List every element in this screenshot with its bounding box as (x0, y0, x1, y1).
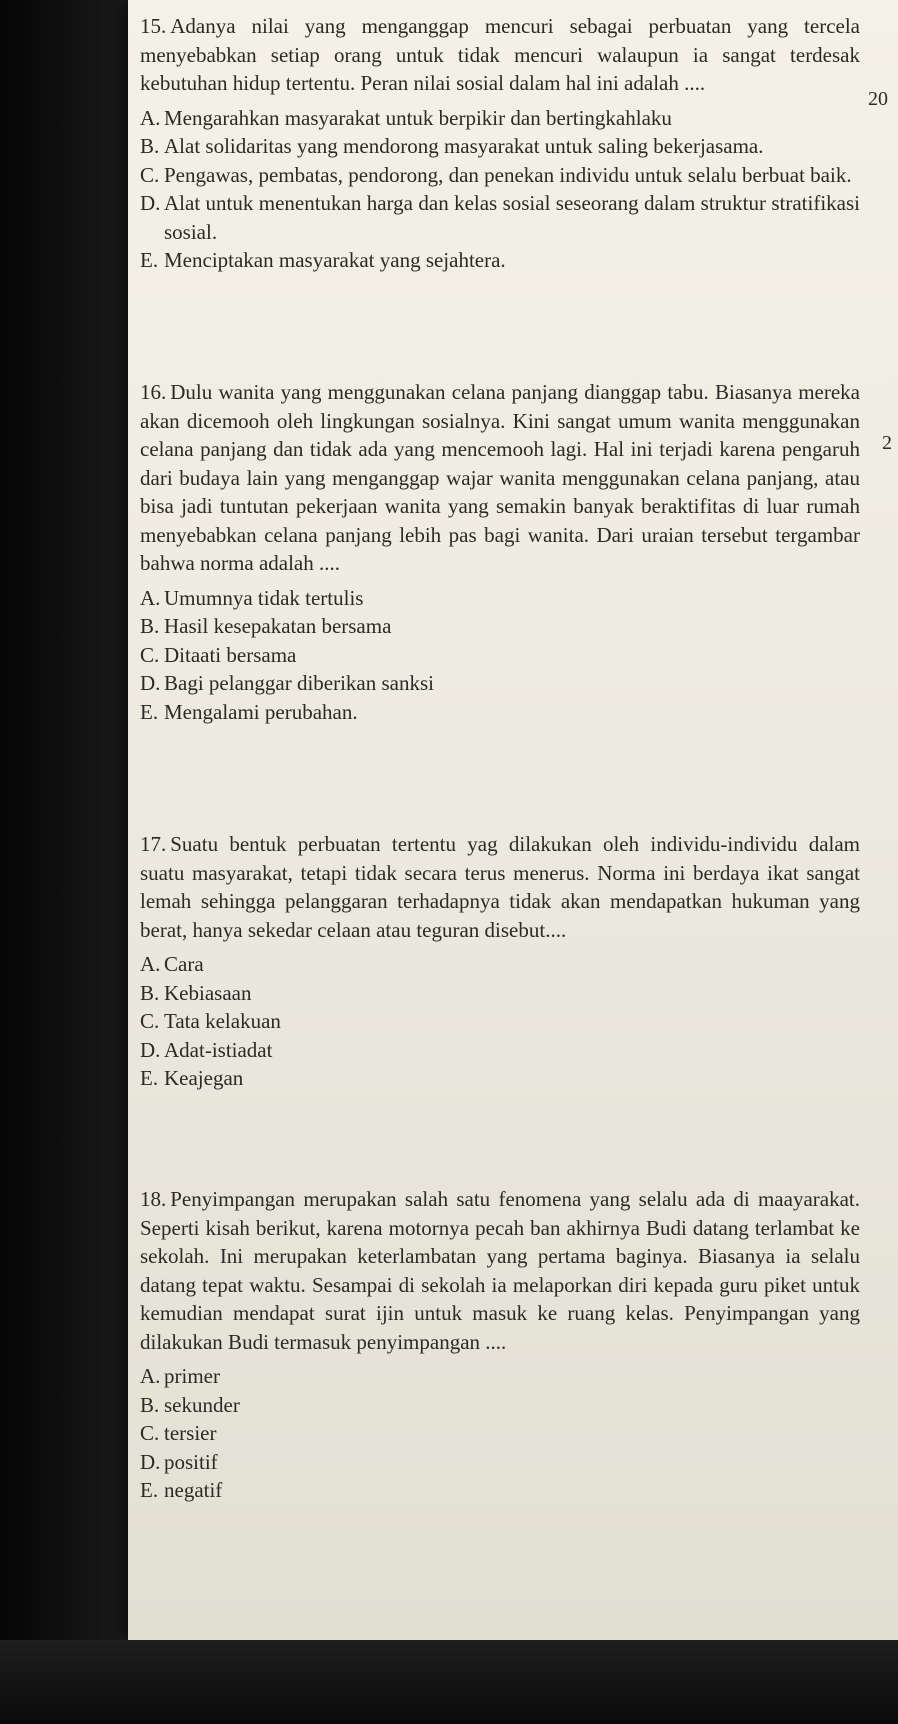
option-letter: A. (140, 105, 161, 130)
question-stem (140, 1185, 860, 1356)
question-text: Dulu wanita yang menggunakan celana panjang dianggap tabu. Biasanya mereka akan dicemooh oleh lingkungan sosialnya. Kini sangat umum wanita menggunakan celana panjang dan tidak ada yang mencemooh lagi. Hal ini terjadi karena pengaruh dari budaya lain yang menganggap wajar wanita menggunakan celana panjang, atau bisa jadi tuntutan pekerjaan wanita yang semakin banyak beraktifitas di luar rumah menyebabkan celana panjang lebih pas bagi wanita. Dari uraian tersebut tergambar bahwa norma adalah .... (140, 380, 860, 575)
question-17 (140, 830, 860, 1093)
option-letter: A. (140, 1364, 161, 1388)
option-text: Ditaati bersama (164, 642, 297, 667)
option-letter: C. (140, 1009, 160, 1033)
question-16 (140, 378, 860, 726)
option-list (140, 104, 860, 275)
question-15 (140, 12, 860, 275)
option-a[interactable] (40, 950, 860, 979)
option-text: Keajegan (164, 1066, 244, 1090)
option-letter: B. (140, 134, 160, 158)
option-c[interactable] (40, 161, 860, 190)
option-letter: D. (140, 1037, 161, 1062)
option-e[interactable] (40, 1476, 860, 1505)
option-letter: D. (140, 191, 161, 215)
option-letter: D. (140, 1449, 161, 1474)
option-c[interactable] (40, 641, 860, 670)
option-text: Alat solidaritas yang mendorong masyarakat untuk saling bekerjasama. (164, 134, 764, 158)
option-c[interactable] (40, 1419, 860, 1448)
option-letter: B. (140, 1392, 160, 1417)
option-text: tersier (164, 1421, 217, 1445)
option-list (140, 584, 860, 727)
bottom-edge (0, 1640, 898, 1724)
option-letter: B. (140, 980, 160, 1005)
next-column-number: 20 (868, 88, 888, 110)
option-text: Bagi pelanggar diberikan sanksi (164, 671, 435, 695)
question-stem (140, 12, 860, 98)
option-a[interactable] (40, 584, 860, 613)
option-letter: D. (140, 671, 161, 695)
option-list (140, 1362, 860, 1505)
option-text: Menciptakan masyarakat yang sejahtera. (164, 248, 506, 272)
option-e[interactable] (40, 246, 860, 275)
option-text: Kebiasaan (164, 980, 252, 1005)
option-text: Cara (164, 952, 204, 976)
option-a[interactable] (40, 104, 860, 133)
question-number: 16. (140, 380, 167, 404)
option-text: Tata kelakuan (164, 1009, 281, 1033)
option-b[interactable] (40, 612, 860, 641)
option-text: primer (164, 1364, 220, 1388)
option-b[interactable] (40, 979, 860, 1008)
option-text: Umumnya tidak tertulis (164, 585, 364, 610)
option-c[interactable] (40, 1007, 860, 1036)
option-letter: C. (140, 1421, 160, 1445)
option-text: negatif (164, 1478, 223, 1502)
option-letter: E. (140, 699, 159, 724)
option-e[interactable] (40, 698, 860, 727)
option-letter: A. (140, 585, 161, 610)
option-text: Mengarahkan masyarakat untuk berpikir dan bertingkahlaku (164, 105, 672, 130)
option-letter: B. (140, 614, 160, 638)
option-text: Adat-istiadat (164, 1037, 273, 1062)
option-a[interactable] (40, 1362, 860, 1391)
option-text: Pengawas, pembatas, pendorong, dan penekan individu untuk selalu berbuat baik. (164, 162, 852, 187)
option-letter: E. (140, 1478, 159, 1502)
option-text: Alat untuk menentukan harga dan kelas sosial seseorang dalam struktur stratifikasi sosial. (164, 191, 860, 244)
option-d[interactable] (40, 189, 860, 246)
option-b[interactable] (40, 1391, 860, 1420)
option-letter: C. (140, 642, 160, 667)
option-d[interactable] (40, 669, 860, 698)
option-letter: C. (140, 162, 160, 187)
question-number: 18. (140, 1187, 167, 1211)
question-18 (140, 1185, 860, 1505)
next-column-number: 2 (882, 432, 892, 454)
option-d[interactable] (40, 1448, 860, 1477)
question-text: Adanya nilai yang menganggap mencuri sebagai perbuatan yang tercela menyebabkan setiap orang untuk tidak mencuri walaupun ia sangat terdesak kebutuhan hidup tertentu. Peran nilai sosial dalam hal ini adalah .... (140, 14, 860, 95)
option-text: sekunder (164, 1392, 240, 1417)
option-letter: A. (140, 952, 161, 976)
option-b[interactable] (40, 132, 860, 161)
question-number: 15. (140, 14, 167, 38)
question-number: 17. (140, 832, 167, 856)
option-text: positif (164, 1449, 218, 1474)
option-d[interactable] (40, 1036, 860, 1065)
question-stem (140, 378, 860, 578)
option-e[interactable] (40, 1064, 860, 1093)
option-list (140, 950, 860, 1093)
option-letter: E. (140, 1066, 159, 1090)
option-text: Mengalami perubahan. (164, 699, 358, 724)
question-text: Suatu bentuk perbuatan tertentu yag dilakukan oleh individu-individu dalam suatu masyarakat, tetapi tidak secara terus menerus. Norma ini berdaya ikat sangat lemah sehingga pelanggaran terhadapnya tidak akan mendapatkan hukuman yang berat, hanya sekedar celaan atau teguran disebut.... (140, 832, 860, 942)
option-letter: E. (140, 248, 159, 272)
option-text: Hasil kesepakatan bersama (164, 614, 392, 638)
question-text: Penyimpangan merupakan salah satu fenomena yang selalu ada di maayarakat. Seperti kisah berikut, karena motornya pecah ban akhirnya Budi datang terlambat ke sekolah. Ini merupakan keterlambatan yang pertama baginya. Biasanya ia selalu datang tepat waktu. Sesampai di sekolah ia melaporkan diri kepada guru piket untuk kemudian mendapat surat ijin untuk masuk ke ruang kelas. Penyimpangan yang dilakukan Budi termasuk penyimpangan .... (140, 1187, 860, 1354)
question-stem (140, 830, 860, 944)
